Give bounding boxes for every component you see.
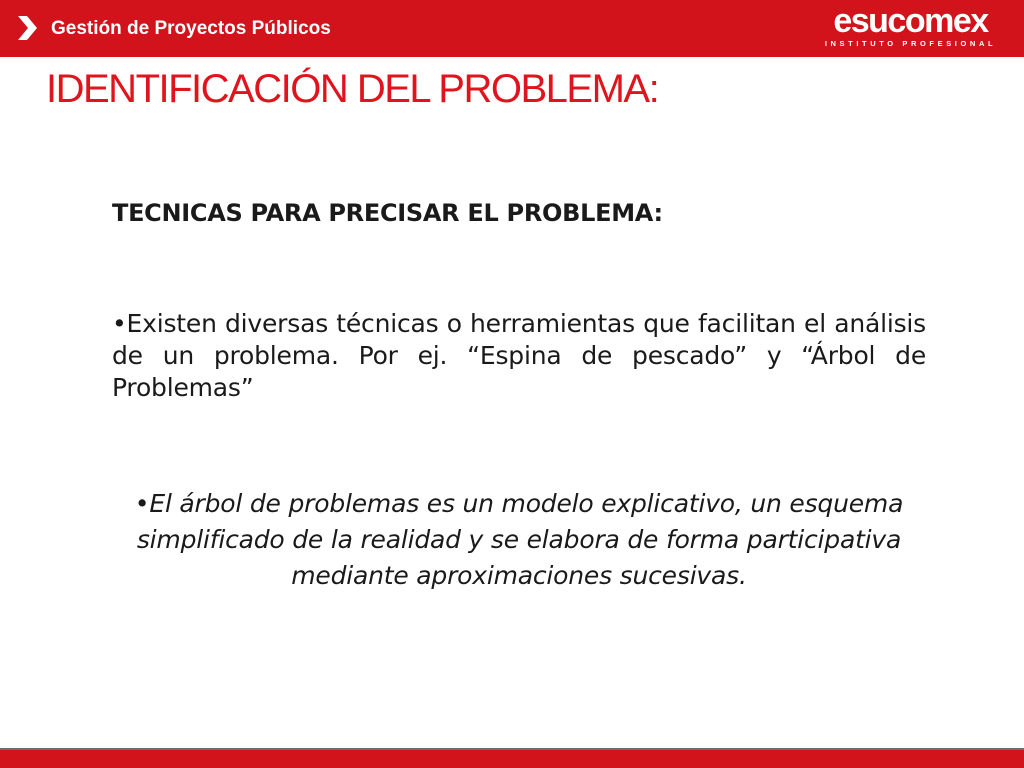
section-heading: TECNICAS PARA PRECISAR EL PROBLEMA: [112,199,663,227]
esucomex-logo [823,4,998,48]
header-bar [0,0,1024,57]
footer-bar [0,748,1024,768]
logo-wordmark: esucomex [833,2,988,40]
logo-subtitle: INSTITUTO PROFESIONAL [824,39,997,48]
course-title: Gestión de Proyectos Públicos [51,18,331,39]
slide-body [112,196,926,594]
bullet-problem-tree: •El árbol de problemas es un modelo explicativo, un esquema simplificado de la realidad y se elabora de forma participativa mediante aproximaciones sucesivas. [134,489,904,590]
chevron-right-icon [14,14,40,42]
slide-title: IDENTIFICACIÓN DEL PROBLEMA: [46,67,659,111]
bullet-techniques: •Existen diversas técnicas o herramientas que facilitan el análisis de un problema. Por ej. “Espina de pescado” y “Árbol de Problemas” [112,309,926,402]
